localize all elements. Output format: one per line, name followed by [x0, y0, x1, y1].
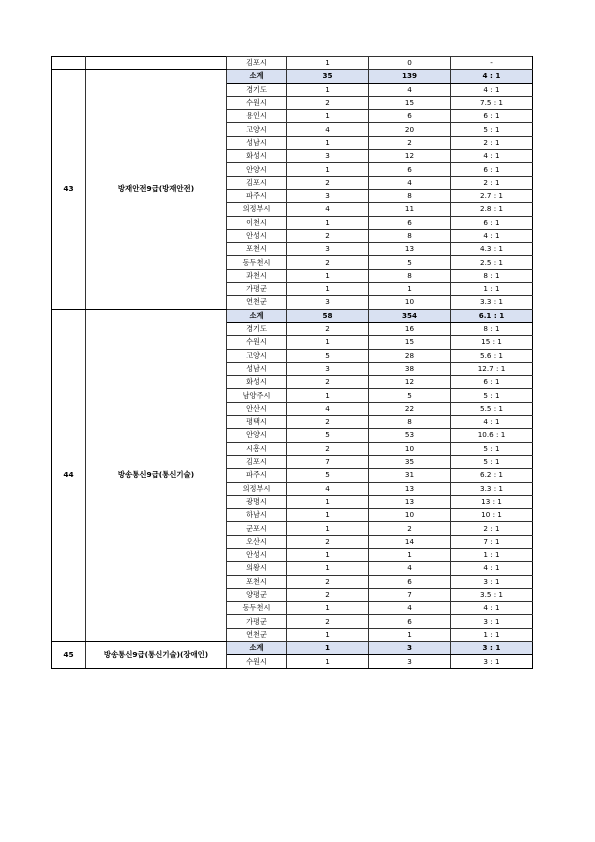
region-cell: 포천시	[227, 575, 287, 588]
count-b-cell: 22	[369, 402, 451, 415]
region-cell: 하남시	[227, 509, 287, 522]
region-cell: 용인시	[227, 110, 287, 123]
region-cell: 군포시	[227, 522, 287, 535]
count-b-cell: 4	[369, 83, 451, 96]
count-a-cell: 5	[287, 469, 369, 482]
competition-ratio-table	[51, 56, 533, 669]
count-a-cell: 2	[287, 376, 369, 389]
subtotal-count-a: 35	[287, 70, 369, 83]
count-a-cell: 2	[287, 96, 369, 109]
count-b-cell: 12	[369, 150, 451, 163]
region-cell: 고양시	[227, 349, 287, 362]
ratio-cell: 1 : 1	[451, 548, 533, 561]
count-b-cell: 35	[369, 455, 451, 468]
count-b-cell: 11	[369, 203, 451, 216]
count-a-cell: 1	[287, 562, 369, 575]
ratio-cell: 6 : 1	[451, 216, 533, 229]
count-a-cell: 4	[287, 203, 369, 216]
ratio-cell: 10.6 : 1	[451, 429, 533, 442]
region-cell: 김포시	[227, 176, 287, 189]
region-cell: 안성시	[227, 229, 287, 242]
count-a-cell: 1	[287, 83, 369, 96]
region-cell: 연천군	[227, 296, 287, 309]
region-cell: 김포시	[227, 455, 287, 468]
region-cell: 이천시	[227, 216, 287, 229]
subtotal-row	[52, 70, 533, 83]
ratio-cell: 5 : 1	[451, 389, 533, 402]
count-a-cell: 5	[287, 429, 369, 442]
region-cell: 의왕시	[227, 562, 287, 575]
ratio-cell: 3 : 1	[451, 575, 533, 588]
region-cell: 연천군	[227, 628, 287, 641]
count-a-cell: 1	[287, 522, 369, 535]
count-b-cell: 2	[369, 136, 451, 149]
count-b-cell: 28	[369, 349, 451, 362]
count-a-cell: 1	[287, 136, 369, 149]
count-b-cell: 8	[369, 189, 451, 202]
ratio-cell: 3 : 1	[451, 615, 533, 628]
ratio-cell: 7.5 : 1	[451, 96, 533, 109]
count-a-cell: 3	[287, 150, 369, 163]
ratio-cell: 6 : 1	[451, 163, 533, 176]
ratio-cell: 6 : 1	[451, 376, 533, 389]
count-a-cell: 1	[287, 57, 369, 70]
count-b-cell: 8	[369, 416, 451, 429]
exam-number: 45	[52, 642, 86, 669]
count-a-cell: 1	[287, 509, 369, 522]
region-cell: 가평군	[227, 615, 287, 628]
exam-category-name: 방송통신9급(통신기술)(장애인)	[86, 642, 227, 669]
count-b-cell: 6	[369, 615, 451, 628]
count-b-cell: 1	[369, 628, 451, 641]
count-b-cell: 6	[369, 163, 451, 176]
ratio-cell: 8 : 1	[451, 269, 533, 282]
ratio-cell: 4 : 1	[451, 229, 533, 242]
count-a-cell: 1	[287, 216, 369, 229]
count-b-cell: 10	[369, 442, 451, 455]
count-b-cell: 6	[369, 575, 451, 588]
count-b-cell: 6	[369, 110, 451, 123]
count-b-cell: 15	[369, 96, 451, 109]
count-a-cell: 1	[287, 283, 369, 296]
ratio-cell: 5 : 1	[451, 442, 533, 455]
region-cell: 화성시	[227, 150, 287, 163]
subtotal-ratio: 4 : 1	[451, 70, 533, 83]
count-a-cell: 1	[287, 389, 369, 402]
ratio-cell: -	[451, 57, 533, 70]
count-a-cell: 1	[287, 495, 369, 508]
ratio-cell: 12.7 : 1	[451, 362, 533, 375]
region-cell: 남양주시	[227, 389, 287, 402]
ratio-cell: 1 : 1	[451, 628, 533, 641]
count-a-cell: 1	[287, 336, 369, 349]
count-b-cell: 53	[369, 429, 451, 442]
ratio-cell: 2.5 : 1	[451, 256, 533, 269]
region-cell: 성남시	[227, 362, 287, 375]
count-b-cell: 4	[369, 562, 451, 575]
table-body	[52, 57, 533, 669]
count-b-cell: 0	[369, 57, 451, 70]
count-b-cell: 2	[369, 522, 451, 535]
ratio-cell: 13 : 1	[451, 495, 533, 508]
count-b-cell: 8	[369, 229, 451, 242]
ratio-cell: 3.3 : 1	[451, 482, 533, 495]
ratio-cell: 8 : 1	[451, 322, 533, 335]
ratio-cell: 5.6 : 1	[451, 349, 533, 362]
table-row	[52, 57, 533, 70]
region-cell: 시흥시	[227, 442, 287, 455]
ratio-cell: 4.3 : 1	[451, 243, 533, 256]
count-a-cell: 2	[287, 322, 369, 335]
region-cell: 고양시	[227, 123, 287, 136]
subtotal-count-b: 139	[369, 70, 451, 83]
count-a-cell: 1	[287, 655, 369, 668]
count-a-cell: 1	[287, 110, 369, 123]
count-b-cell: 5	[369, 389, 451, 402]
subtotal-ratio: 6.1 : 1	[451, 309, 533, 322]
ratio-cell: 3.3 : 1	[451, 296, 533, 309]
region-cell: 안성시	[227, 548, 287, 561]
ratio-cell: 4 : 1	[451, 602, 533, 615]
count-a-cell: 2	[287, 176, 369, 189]
ratio-cell: 7 : 1	[451, 535, 533, 548]
region-cell: 화성시	[227, 376, 287, 389]
count-a-cell: 2	[287, 575, 369, 588]
count-a-cell: 2	[287, 442, 369, 455]
exam-category-name: 방재안전9급(방재안전)	[86, 70, 227, 309]
count-b-cell: 3	[369, 655, 451, 668]
region-cell: 김포시	[227, 57, 287, 70]
region-cell: 포천시	[227, 243, 287, 256]
count-b-cell: 4	[369, 602, 451, 615]
series-name-cell-empty	[86, 57, 227, 70]
count-a-cell: 2	[287, 416, 369, 429]
count-b-cell: 12	[369, 376, 451, 389]
count-a-cell: 1	[287, 548, 369, 561]
count-a-cell: 2	[287, 615, 369, 628]
subtotal-row	[52, 309, 533, 322]
ratio-cell: 5.5 : 1	[451, 402, 533, 415]
count-b-cell: 7	[369, 588, 451, 601]
count-a-cell: 4	[287, 482, 369, 495]
region-cell: 수원시	[227, 655, 287, 668]
count-a-cell: 1	[287, 163, 369, 176]
subtotal-count-a: 58	[287, 309, 369, 322]
count-a-cell: 3	[287, 296, 369, 309]
ratio-cell: 6 : 1	[451, 110, 533, 123]
count-b-cell: 38	[369, 362, 451, 375]
ratio-cell: 15 : 1	[451, 336, 533, 349]
subtotal-count-a: 1	[287, 642, 369, 655]
count-a-cell: 3	[287, 362, 369, 375]
count-b-cell: 5	[369, 256, 451, 269]
region-cell: 양평군	[227, 588, 287, 601]
exam-category-name: 방송통신9급(통신기술)	[86, 309, 227, 641]
ratio-cell: 2 : 1	[451, 176, 533, 189]
subtotal-count-b: 354	[369, 309, 451, 322]
number-cell-empty	[52, 57, 86, 70]
subtotal-label: 소계	[227, 309, 287, 322]
region-cell: 동두천시	[227, 602, 287, 615]
count-b-cell: 4	[369, 176, 451, 189]
count-b-cell: 10	[369, 509, 451, 522]
subtotal-label: 소계	[227, 70, 287, 83]
count-b-cell: 20	[369, 123, 451, 136]
count-a-cell: 2	[287, 535, 369, 548]
region-cell: 동두천시	[227, 256, 287, 269]
count-b-cell: 13	[369, 243, 451, 256]
region-cell: 오산시	[227, 535, 287, 548]
ratio-cell: 5 : 1	[451, 455, 533, 468]
count-a-cell: 2	[287, 229, 369, 242]
count-a-cell: 5	[287, 349, 369, 362]
count-a-cell: 1	[287, 269, 369, 282]
count-a-cell: 4	[287, 402, 369, 415]
count-a-cell: 4	[287, 123, 369, 136]
region-cell: 수원시	[227, 96, 287, 109]
region-cell: 경기도	[227, 322, 287, 335]
region-cell: 광명시	[227, 495, 287, 508]
region-cell: 파주시	[227, 469, 287, 482]
ratio-cell: 1 : 1	[451, 283, 533, 296]
count-b-cell: 1	[369, 283, 451, 296]
count-b-cell: 16	[369, 322, 451, 335]
exam-number: 44	[52, 309, 86, 641]
subtotal-count-b: 3	[369, 642, 451, 655]
region-cell: 성남시	[227, 136, 287, 149]
ratio-cell: 2 : 1	[451, 136, 533, 149]
region-cell: 경기도	[227, 83, 287, 96]
count-b-cell: 14	[369, 535, 451, 548]
count-b-cell: 31	[369, 469, 451, 482]
count-b-cell: 15	[369, 336, 451, 349]
count-a-cell: 7	[287, 455, 369, 468]
count-b-cell: 1	[369, 548, 451, 561]
ratio-cell: 2.8 : 1	[451, 203, 533, 216]
ratio-cell: 2 : 1	[451, 522, 533, 535]
ratio-cell: 4 : 1	[451, 562, 533, 575]
count-a-cell: 1	[287, 602, 369, 615]
region-cell: 과천시	[227, 269, 287, 282]
region-cell: 가평군	[227, 283, 287, 296]
ratio-cell: 6.2 : 1	[451, 469, 533, 482]
count-a-cell: 2	[287, 588, 369, 601]
count-b-cell: 8	[369, 269, 451, 282]
count-a-cell: 3	[287, 189, 369, 202]
subtotal-row	[52, 642, 533, 655]
count-a-cell: 1	[287, 628, 369, 641]
count-b-cell: 13	[369, 482, 451, 495]
count-b-cell: 6	[369, 216, 451, 229]
region-cell: 안산시	[227, 402, 287, 415]
ratio-cell: 3 : 1	[451, 655, 533, 668]
subtotal-ratio: 3 : 1	[451, 642, 533, 655]
subtotal-label: 소계	[227, 642, 287, 655]
region-cell: 평택시	[227, 416, 287, 429]
ratio-cell: 4 : 1	[451, 416, 533, 429]
region-cell: 안양시	[227, 429, 287, 442]
count-a-cell: 3	[287, 243, 369, 256]
ratio-cell: 4 : 1	[451, 83, 533, 96]
region-cell: 의정부시	[227, 203, 287, 216]
region-cell: 안양시	[227, 163, 287, 176]
ratio-cell: 5 : 1	[451, 123, 533, 136]
region-cell: 파주시	[227, 189, 287, 202]
exam-number: 43	[52, 70, 86, 309]
region-cell: 수원시	[227, 336, 287, 349]
count-b-cell: 13	[369, 495, 451, 508]
ratio-cell: 2.7 : 1	[451, 189, 533, 202]
count-a-cell: 2	[287, 256, 369, 269]
region-cell: 의정부시	[227, 482, 287, 495]
ratio-cell: 3.5 : 1	[451, 588, 533, 601]
count-b-cell: 10	[369, 296, 451, 309]
ratio-cell: 10 : 1	[451, 509, 533, 522]
ratio-cell: 4 : 1	[451, 150, 533, 163]
